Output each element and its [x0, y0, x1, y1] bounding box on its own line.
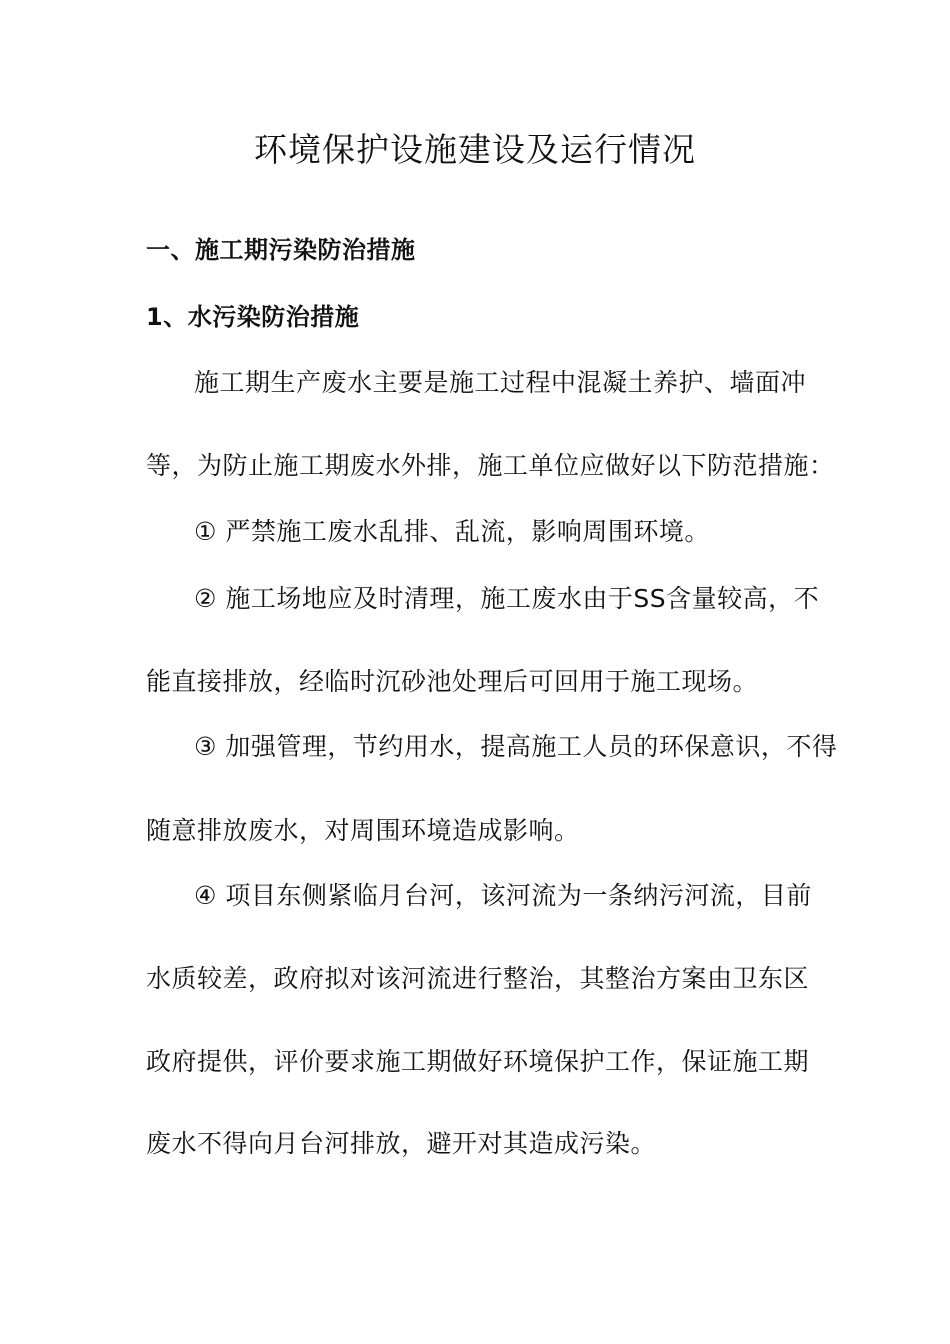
paragraph-line: 等，为防止施工期废水外排，施工单位应做好以下防范措施： — [146, 451, 835, 480]
subsection-heading: 1、水污染防治措施 — [146, 303, 360, 331]
paragraph-line: 施工期生产废水主要是施工过程中混凝土养护、墙面冲 — [194, 368, 807, 397]
paragraph-line: 政府提供，评价要求施工期做好环境保护工作，保证施工期 — [146, 1047, 810, 1076]
list-item-4: ④ 项目东侧紧临月台河，该河流为一条纳污河流，目前 — [194, 881, 812, 910]
list-item-3: ③ 加强管理，节约用水，提高施工人员的环保意识，不得 — [194, 732, 838, 761]
paragraph-line: 随意排放废水，对周围环境造成影响。 — [146, 816, 580, 845]
paragraph-line: 能直接排放，经临时沉砂池处理后可回用于施工现场。 — [146, 667, 759, 696]
paragraph-line: 废水不得向月台河排放，避开对其造成污染。 — [146, 1129, 657, 1158]
page-title: 环境保护设施建设及运行情况 — [254, 130, 696, 169]
list-item-2: ② 施工场地应及时清理，施工废水由于SS含量较高，不 — [194, 584, 820, 613]
list-item-1: ① 严禁施工废水乱排、乱流，影响周围环境。 — [194, 517, 710, 546]
section-heading: 一、施工期污染防治措施 — [146, 236, 416, 264]
paragraph-line: 水质较差，政府拟对该河流进行整治，其整治方案由卫东区 — [146, 964, 810, 993]
